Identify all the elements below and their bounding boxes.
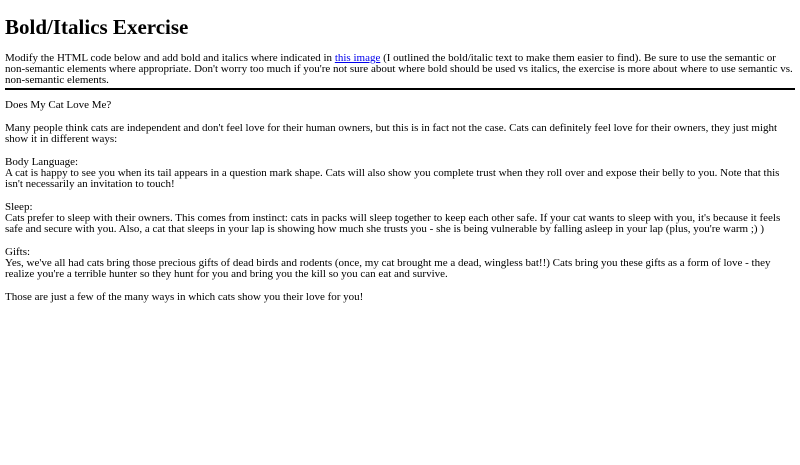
section-text: Cats prefer to sleep with their owners. This comes from instinct: cats in packs will sleep together to keep each other safe. If your cat wants to sleep with you, it's because it feels safe and secure with you. Also, a cat that sleeps in your lap is showing how much she trusts you - she is being vulnerable by falling asleep in your lap (plus, you're warm ;) ) xyxy=(5,212,781,235)
section-label: Sleep: xyxy=(5,201,33,213)
horizontal-divider xyxy=(5,88,795,90)
section-sleep xyxy=(5,202,795,235)
page xyxy=(0,15,800,303)
section-label: Gifts: xyxy=(5,246,31,258)
section-text: A cat is happy to see you when its tail appears in a question mark shape. Cats will also show you complete trust when they roll over and expose their belly to you. Note that this isn't necessarily an invitation to touch! xyxy=(5,167,780,190)
article-lead-paragraph: Many people think cats are independent and don't feel love for their human owners, but this is in fact not the case. Cats can definitely feel love for their owners, they just might show it in different ways: xyxy=(5,122,778,145)
instructions-text-start: Modify the HTML code below and add bold and italics where indicated in xyxy=(5,52,335,64)
article-title: Does My Cat Love Me? xyxy=(5,99,112,111)
instructions-text-end: (I outlined the bold/italic text to make them easier to find). Be sure to use the semantic or non-semantic elements where appropriate. Don't worry too much if you're not sure about where bold should be used vs italics, the exercise is more about where to use semantic vs. non-semantic elements. xyxy=(5,52,793,86)
section-label: Body Language: xyxy=(5,156,79,168)
section-gifts xyxy=(5,247,795,280)
exercise-instructions xyxy=(5,53,795,86)
this-image-link[interactable]: this image xyxy=(334,52,381,64)
article-closing-paragraph: Those are just a few of the many ways in which cats show you their love for you! xyxy=(5,291,364,303)
section-body-language xyxy=(5,157,795,190)
section-text: Yes, we've all had cats bring those precious gifts of dead birds and rodents (once, my cat brought me a dead, wingless bat!!) Cats bring you these gifts as a form of love - they realize you're a terrible hunter so they hunt for you and bring you the kill so you can eat and survive. xyxy=(5,257,771,280)
page-title: Bold/Italics Exercise xyxy=(5,15,189,39)
